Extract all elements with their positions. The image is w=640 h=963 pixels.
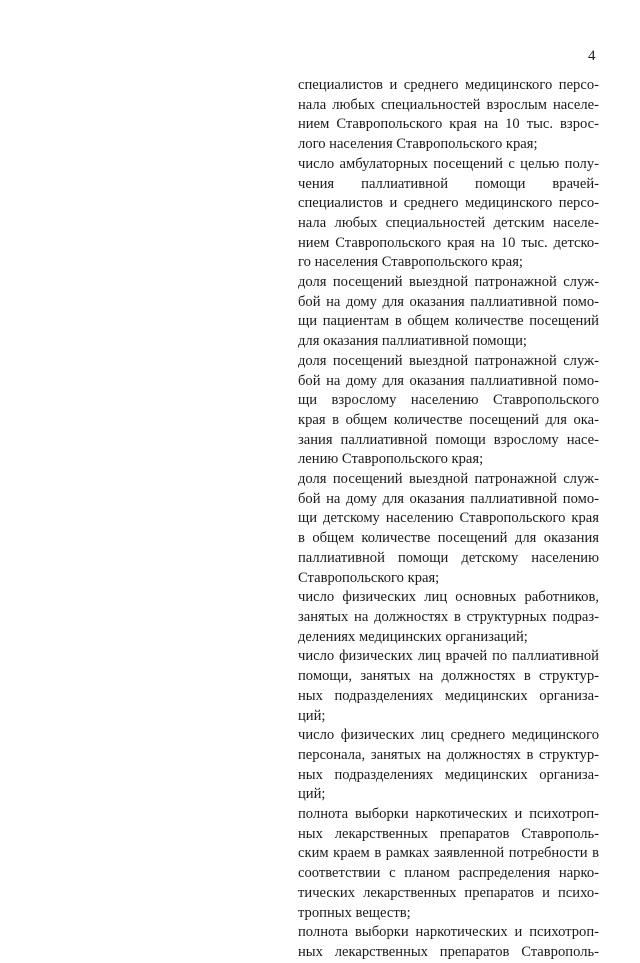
text-line: занятых на должностях в структурных подраз- [298, 608, 599, 625]
text-line: для оказания паллиативной помощи; [298, 333, 527, 350]
text-line: число физических лиц врачей по паллиативной [298, 648, 599, 665]
text-line: ных лекарственных препаратов Ставрополь- [298, 825, 599, 842]
text-line: лению Ставропольского края; [298, 451, 484, 468]
text-line: паллиативной помощи детскому населению [298, 549, 599, 566]
text-line: делениях медицинских организаций; [298, 628, 528, 645]
text-line: чения паллиативной помощи врачей- [298, 175, 599, 192]
text-line: Ставропольского края; [298, 569, 440, 586]
text-line: ций; [298, 707, 326, 724]
text-line: доля посещений выездной патронажной служ- [298, 352, 599, 369]
text-line: специалистов и среднего медицинского персо- [298, 77, 599, 93]
text-line: нала любых специальностей детским населе- [298, 214, 599, 231]
text-line: ных лекарственных препаратов Ставрополь- [298, 943, 599, 960]
text-line: щи пациентам в общем количестве посещений [298, 313, 599, 330]
text-line: ций; [298, 786, 326, 803]
text-line: го населения Ставропольского края; [298, 254, 523, 271]
text-line: бой на дому для оказания паллиативной помо- [298, 372, 599, 389]
text-line: доля посещений выездной патронажной служ- [298, 471, 599, 488]
text-line: специалистов и среднего медицинского персо- [298, 195, 599, 212]
text-line: в общем количестве посещений для оказания [298, 530, 599, 547]
text-line: лого населения Ставропольского края; [298, 136, 538, 153]
text-line: число физических лиц основных работников, [298, 589, 599, 606]
text-line: доля посещений выездной патронажной служ- [298, 274, 599, 291]
text-line: края в общем количестве посещений для ока- [298, 411, 599, 428]
text-line: щи взрослому населению Ставропольского [298, 392, 599, 409]
text-line: нала любых специальностей взрослым населе- [298, 96, 599, 113]
text-line: персонала, занятых на должностях в структур- [298, 746, 599, 763]
text-line: помощи, занятых на должностях в структур- [298, 668, 599, 685]
text-line: ных подразделениях медицинских организа- [298, 766, 599, 783]
text-line: число физических лиц среднего медицинского [298, 727, 599, 744]
document-body [298, 76, 599, 963]
text-line: щи детскому населению Ставропольского края [298, 510, 599, 527]
text-line: бой на дому для оказания паллиативной помо- [298, 293, 599, 310]
text-line: полнота выборки наркотических и психотроп- [298, 924, 599, 941]
text-line: тропных веществ; [298, 904, 411, 921]
text-line: тических лекарственных препаратов и психо- [298, 884, 599, 901]
text-line: бой на дому для оказания паллиативной помо- [298, 490, 599, 507]
text-line: полнота выборки наркотических и психотроп- [298, 806, 599, 823]
text-line: нием Ставропольского края на 10 тыс. взрос- [298, 116, 599, 133]
text-line: соответствии с планом распределения нарко- [298, 865, 599, 882]
page-number: 4 [588, 48, 596, 64]
text-line: нием Ставропольского края на 10 тыс. детско- [298, 234, 599, 251]
text-line: ных подразделениях медицинских организа- [298, 687, 599, 704]
text-line: ским краем в рамках заявленной потребности в [298, 845, 599, 862]
text-line: зания паллиативной помощи взрослому насе- [298, 431, 599, 448]
text-line: число амбулаторных посещений с целью полу- [298, 155, 599, 172]
